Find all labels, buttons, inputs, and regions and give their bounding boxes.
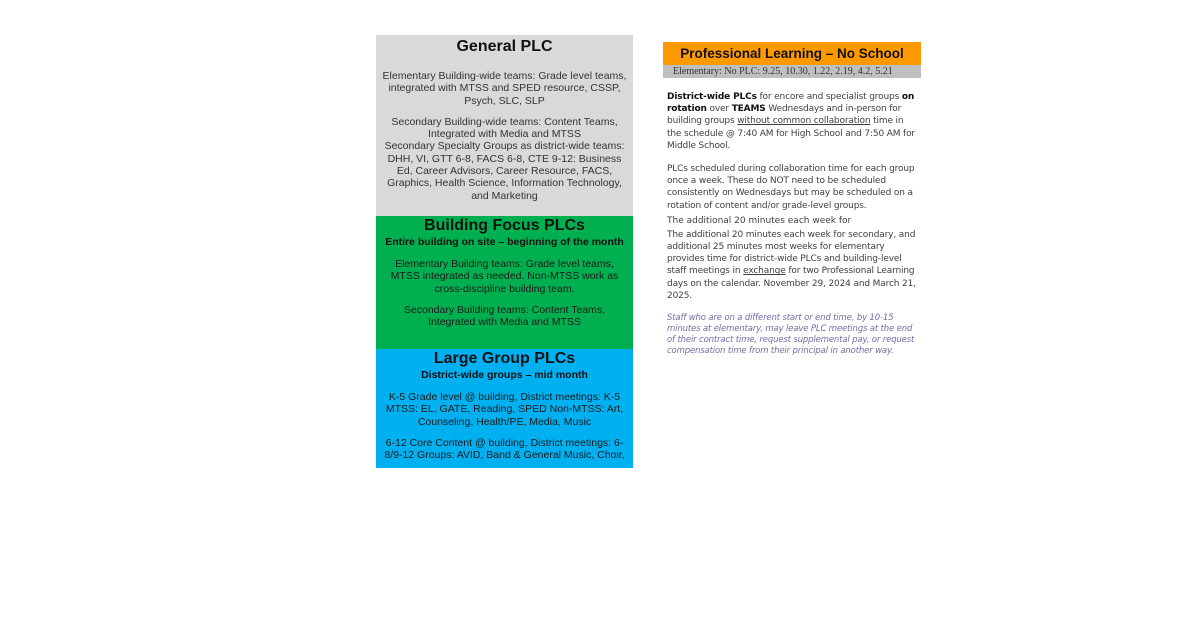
large-group-subtitle: District-wide groups – mid month — [421, 369, 588, 381]
exchange-underline: exchange — [743, 266, 786, 277]
general-plc-elementary: Elementary Building-wide teams: Grade level teams, integrated with MTSS and SPED resource, CSSP, Psych, SLC, SLP — [382, 70, 627, 107]
building-focus-title: Building Focus PLCs — [424, 217, 585, 234]
collaboration-time-paragraph: PLCs scheduled during collaboration time for each group once a week. These do NOT need to be scheduled consistently on Wednesdays but may be scheduled on a rotation of content and/or grade-level groups. — [667, 164, 915, 211]
general-plc-secondary: Secondary Building-wide teams: Content Teams, Integrated with Media and MTSS — [391, 115, 618, 141]
clipped-text-line: The additional 20 minutes each week for — [667, 215, 852, 226]
staff-note: Staff who are on a different start or end time, by 10-15 minutes at elementary, may leave PLC meetings at the end of their contract time, request supplemental pay, or request compensation time from their principal in another way. — [667, 313, 915, 357]
building-focus-panel — [376, 216, 633, 349]
large-group-title: Large Group PLCs — [433, 350, 576, 367]
additional-minutes-paragraph: The additional 20 minutes each week for secondary, and additional 25 minutes most weeks for elementary provides time for district-wide PLCs and building-level staff meetings in exchange for two Professional Learning days on the calendar. November 29, 2024 and March 21, 2025. — [667, 229, 916, 301]
plc-structure-column — [376, 35, 633, 468]
large-group-panel — [376, 349, 633, 468]
general-plc-specialty: Secondary Specialty Groups as district-wide teams: DHH, VI, GTT 6-8, FACS 6-8, CTE 9-12: Business Ed, Career Advisors, Career Resource, FACS, Graphics, Health Science, Information Technology, and Marketing — [384, 140, 625, 202]
general-plc-title: General PLC — [456, 38, 553, 55]
district-wide-plcs-paragraph: District-wide PLCs for encore and specialist groups on rotation over TEAMS Wednesdays and in-person for building groups without common collaboration time in the schedule @ 7:40 AM for High School and 7:50 AM for Middle School. — [667, 92, 915, 151]
building-focus-secondary: Secondary Building teams: Content Teams, Integrated with Media and MTSS — [403, 303, 606, 329]
general-plc-panel — [376, 35, 633, 216]
elementary-no-plc-dates: Elementary: No PLC: 9.25, 10.30, 1.22, 2.19, 4.2, 5.21 — [663, 65, 921, 78]
building-focus-elementary: Elementary Building teams: Grade level teams, MTSS integrated as needed. Non-MTSS work as cross-discipline building team. — [390, 258, 619, 295]
professional-learning-header: Professional Learning – No School — [663, 42, 921, 65]
building-focus-subtitle: Entire building on site – beginning of the month — [385, 236, 624, 248]
district-wide-plcs-label: District-wide PLCs — [667, 92, 757, 102]
professional-learning-column — [663, 42, 921, 357]
large-group-k5: K-5 Grade level @ building, District meetings: K-5 MTSS: EL, GATE, Reading, SPED Non-MTSS: Art, Counseling, Health/PE, Media, Music — [385, 391, 624, 428]
large-group-6-12: 6-12 Core Content @ building, District meetings: 6-8/9-12 Groups: AVID, Band & General Music, Choir, — [384, 436, 625, 462]
